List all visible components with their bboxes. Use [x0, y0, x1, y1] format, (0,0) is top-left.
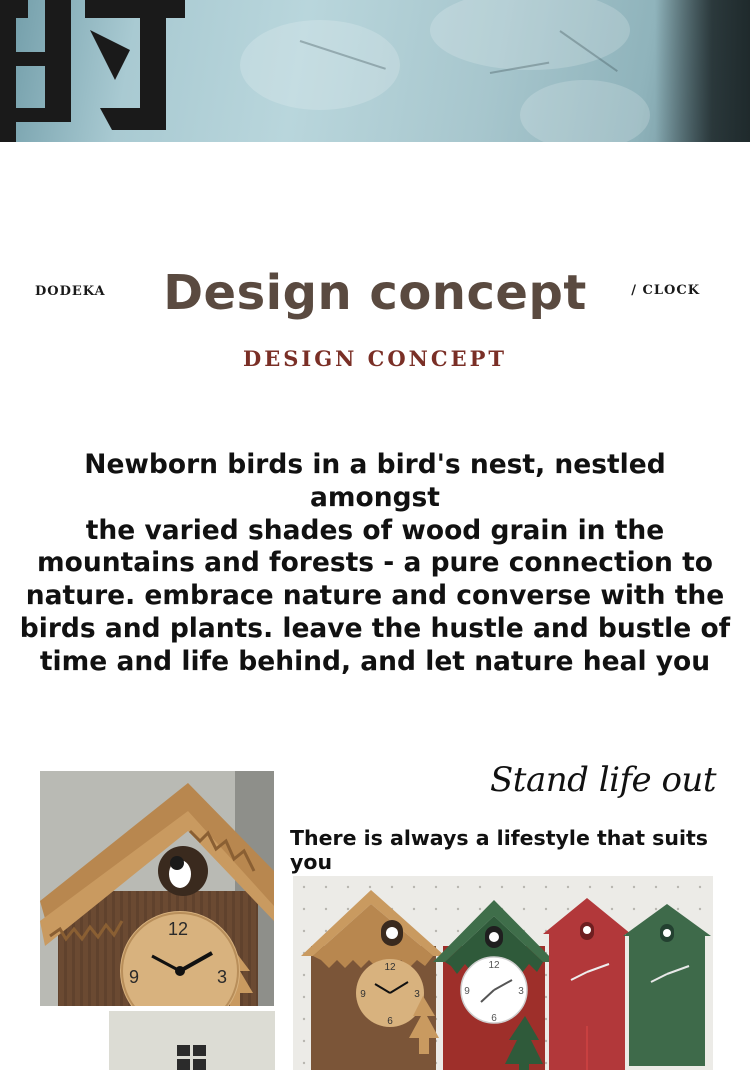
clock-numeral: 12	[167, 919, 189, 939]
description-line: nature. embrace nature and converse with the	[25, 580, 725, 612]
page-subtitle: DESIGN CONCEPT	[243, 346, 507, 371]
clock-detail-photo	[109, 1011, 275, 1070]
clock-numeral: 9	[464, 986, 470, 997]
description-line: mountains and forests - a pure connection to	[37, 547, 713, 579]
clock-numeral: 9	[128, 967, 140, 987]
description-line: Newborn birds in a bird's nest, nestled amongst	[84, 449, 666, 513]
clock-numeral: 6	[387, 1016, 393, 1027]
clock-numeral: 12	[488, 960, 500, 971]
top-banner-image	[0, 0, 750, 142]
clock-numeral: 3	[414, 989, 420, 1000]
description-line: time and life behind, and let nature heal you	[39, 645, 711, 677]
clock-numeral: 6	[491, 1013, 497, 1024]
script-heading: Stand life out	[490, 760, 716, 800]
clock-numeral: 12	[384, 962, 396, 973]
description-line: the varied shades of wood grain in the	[85, 514, 665, 546]
cuckoo-clock-closeup-photo	[40, 771, 274, 1006]
cuckoo-clock-collection-photo	[293, 876, 713, 1070]
design-description	[18, 449, 732, 679]
brand-label-left: DODEKA	[35, 284, 106, 299]
page-title: Design concept	[163, 265, 587, 321]
brand-label-right: / CLOCK	[631, 283, 700, 298]
tagline: There is always a lifestyle that suits you	[290, 826, 708, 874]
clock-numeral: 9	[360, 989, 366, 1000]
description-line: birds and plants. leave the hustle and bustle of	[19, 612, 731, 644]
clock-numeral: 3	[216, 967, 228, 987]
section-header	[0, 262, 750, 332]
clock-numeral: 3	[518, 986, 524, 997]
banner-glyph-graphic	[0, 0, 190, 142]
